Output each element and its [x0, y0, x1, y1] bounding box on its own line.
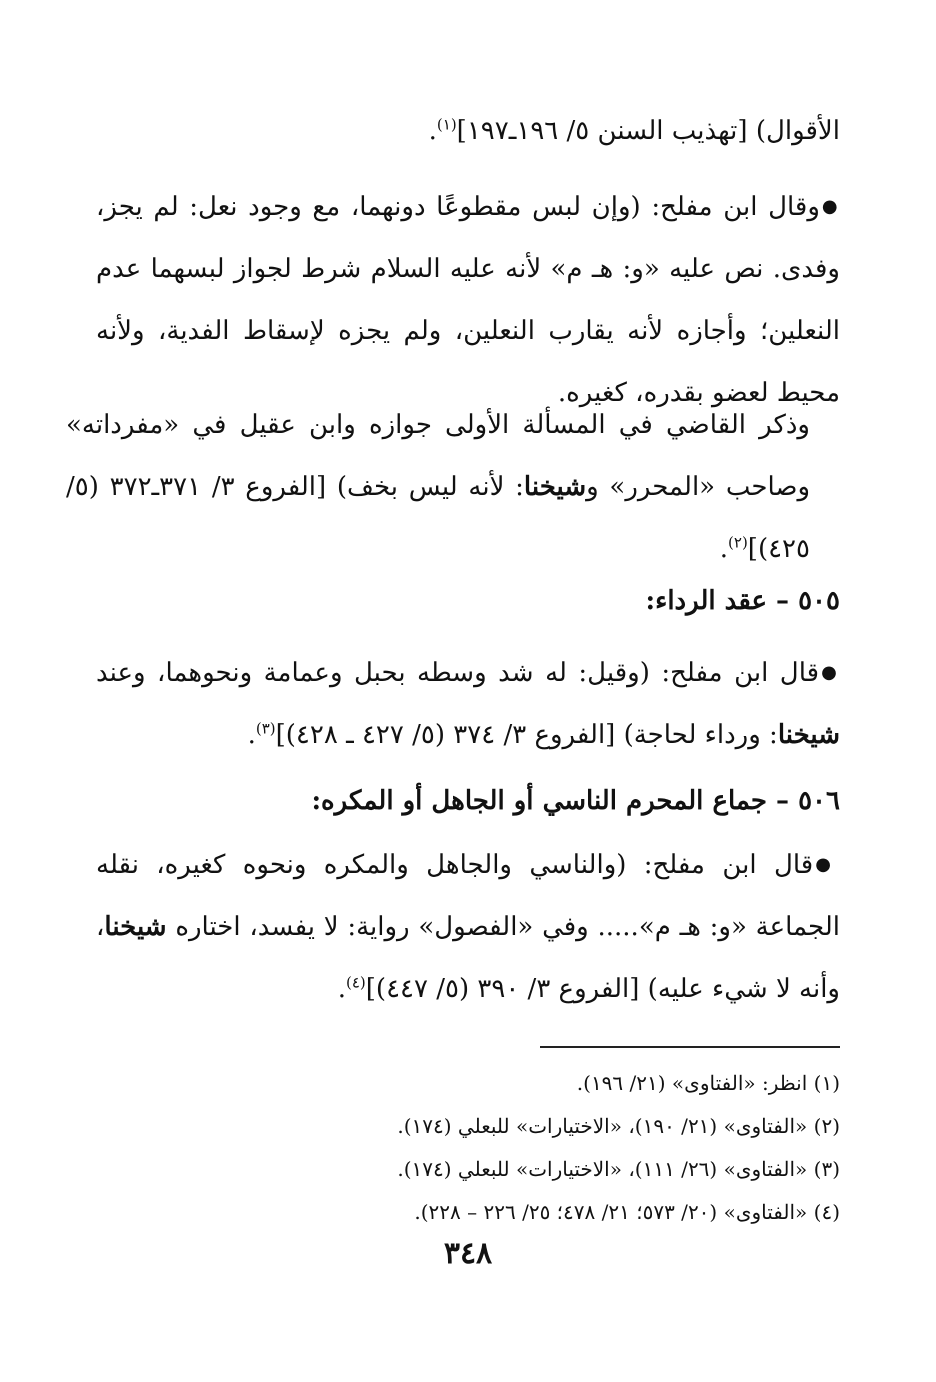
page-number: ٣٤٨	[443, 1236, 493, 1271]
paragraph-text: وقال ابن مفلح: (وإن لبس مقطوعًا دونهما، مع وجود نعل: لم يجز، وفدى. نص عليه «و: هـ م» لأنه عليه السلام شرط لجواز لبسهما عدم النعلين؛ وأجازه لأنه يقارب النعلين، ولم يجزه لإسقاط الفدية، ولأنه محيط لعضو بقدره، كغيره.	[96, 192, 840, 408]
footnote-ref-1[interactable]: (١)	[436, 115, 457, 134]
shaykh-name: شيخنا	[523, 472, 587, 502]
footnote-divider	[540, 1046, 840, 1048]
paragraph-continuation: الأقوال) [تهذيب السنن ٥/ ١٩٦ـ١٩٧]$^{(١)}$.	[428, 115, 840, 146]
shaykh-name: شيخنا	[777, 720, 840, 750]
footnote-1: (١) انظر: «الفتاوى» (٢١/ ١٩٦).	[576, 1071, 840, 1095]
paragraph-rida-knot: ●قال ابن مفلح: (وقيل: له شد وسطه بحبل وعمامة ونحوهما، وعند شيخنا: ورداء لحاجة) [الفروع ٣/ ٣٧٤ (٥/ ٤٢٧ ـ ٤٢٨)]$^{(٣)}$.	[96, 658, 840, 750]
bullet-icon: ●	[821, 196, 840, 217]
footnote-3: (٣) «الفتاوى» (٢٦/ ١١١)، «الاختيارات» للبعلي (١٧٤).	[397, 1157, 840, 1181]
section-heading-505: ٥٠٥ – عقد الرداء:	[645, 586, 840, 616]
paragraph-text: الأقوال) [تهذيب السنن ٥/ ١٩٦ـ١٩٧]	[456, 116, 840, 146]
footnote-ref-4[interactable]: (٤)	[345, 973, 366, 992]
footnote-2: (٢) «الفتاوى» (٢١/ ١٩٠)، «الاختيارات» للبعلي (١٧٤).	[397, 1114, 840, 1138]
paragraph-qadi: وذكر القاضي في المسألة الأولى جوازه وابن عقيل في «مفرداته» وصاحب «المحرر» وشيخنا: لأنه ليس بخف) [الفروع ٣/ ٣٧١ـ٣٧٢ (٥/ ٤٢٥)]$^{(٢)}$.	[66, 410, 810, 564]
shaykh-name: شيخنا	[104, 912, 167, 942]
footnote-ref-2[interactable]: (٢)	[728, 533, 748, 552]
paragraph-ibn-muflih-sandals	[96, 176, 840, 424]
bullet-icon: ●	[815, 854, 840, 875]
footnote-ref-3[interactable]: (٣)	[255, 719, 276, 738]
footnotes	[96, 1062, 840, 1234]
paragraph-forgetful: ●قال ابن مفلح: (والناسي والجاهل والمكره ونحوه كغيره، نقله الجماعة «و: هـ م»..... وفي «الفصول» رواية: لا يفسد، اختاره شيخنا، وأنه لا شيء عليه) [الفروع ٣/ ٣٩٠ (٥/ ٤٤٧)]$^{(٤)}$.	[96, 850, 840, 1004]
footnote-4: (٤) «الفتاوى» (٢٠/ ٥٧٣؛ ٢١/ ٤٧٨؛ ٢٥/ ٢٢٦ – ٢٢٨).	[414, 1200, 840, 1224]
section-heading-506: ٥٠٦ – جماع المحرم الناسي أو الجاهل أو المكره:	[311, 786, 840, 816]
bullet-icon: ●	[821, 662, 840, 683]
